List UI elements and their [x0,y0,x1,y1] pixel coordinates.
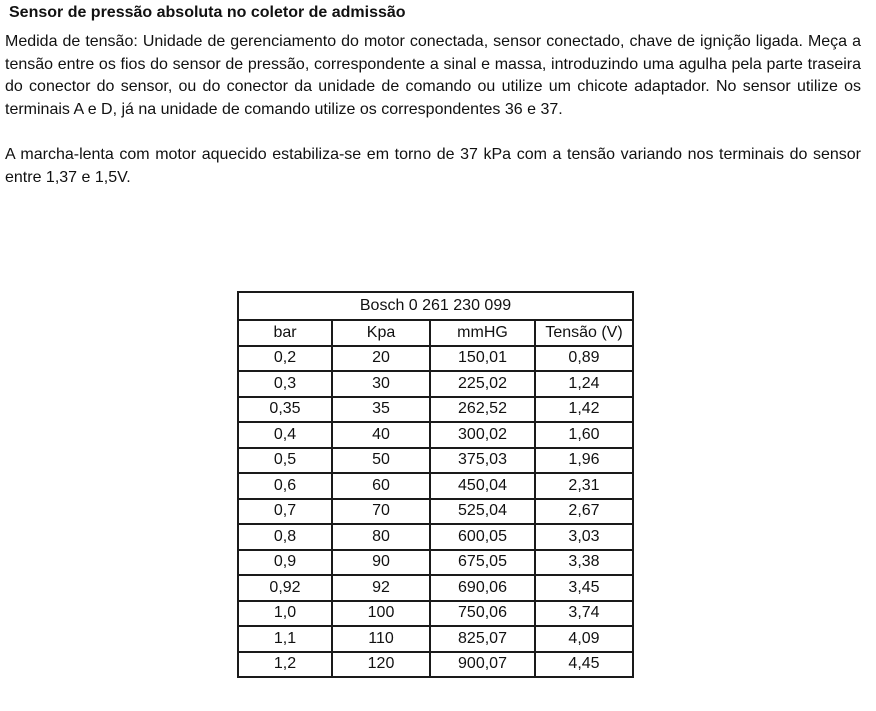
cell-mmhg: 262,52 [430,397,535,423]
table-row [238,422,633,448]
cell-voltage: 1,96 [535,448,633,474]
cell-mmhg: 525,04 [430,499,535,525]
cell-bar: 0,3 [238,371,332,397]
cell-voltage: 4,45 [535,652,633,678]
cell-kpa: 35 [332,397,430,423]
column-header-bar: bar [238,320,332,346]
cell-mmhg: 375,03 [430,448,535,474]
table-row [238,601,633,627]
cell-kpa: 110 [332,626,430,652]
table-row [238,397,633,423]
cell-kpa: 60 [332,473,430,499]
table-row [238,550,633,576]
cell-kpa: 70 [332,499,430,525]
table-row [238,575,633,601]
cell-bar: 1,1 [238,626,332,652]
cell-bar: 0,35 [238,397,332,423]
table-row [238,499,633,525]
cell-bar: 0,7 [238,499,332,525]
cell-kpa: 40 [332,422,430,448]
cell-voltage: 1,60 [535,422,633,448]
cell-mmhg: 300,02 [430,422,535,448]
cell-voltage: 3,38 [535,550,633,576]
table-row [238,346,633,372]
cell-bar: 0,2 [238,346,332,372]
table-header-row [238,320,633,346]
cell-kpa: 50 [332,448,430,474]
idle-paragraph: A marcha-lenta com motor aquecido estabiliza-se em torno de 37 kPa com a tensão variando nos terminais do sensor entre 1,37 e 1,5V. [5,146,861,186]
column-header-kpa: Kpa [332,320,430,346]
cell-kpa: 90 [332,550,430,576]
cell-voltage: 2,67 [535,499,633,525]
cell-bar: 0,4 [238,422,332,448]
cell-mmhg: 450,04 [430,473,535,499]
cell-bar: 0,5 [238,448,332,474]
pressure-voltage-table [237,291,634,678]
table-row [238,448,633,474]
cell-voltage: 1,24 [535,371,633,397]
cell-kpa: 30 [332,371,430,397]
table-row [238,524,633,550]
cell-voltage: 2,31 [535,473,633,499]
cell-mmhg: 675,05 [430,550,535,576]
cell-bar: 1,0 [238,601,332,627]
cell-voltage: 0,89 [535,346,633,372]
cell-kpa: 92 [332,575,430,601]
table-caption-row [238,292,633,320]
cell-mmhg: 825,07 [430,626,535,652]
cell-bar: 1,2 [238,652,332,678]
cell-voltage: 3,74 [535,601,633,627]
cell-voltage: 3,03 [535,524,633,550]
measurement-paragraph: Medida de tensão: Unidade de gerenciamento do motor conectada, sensor conectado, chave de ignição ligada. Meça a tensão entre os fios do sensor de pressão, correspondente a sinal e massa, introduzindo uma agulha pela parte traseira do conector do sensor, ou do conector da unidade de comando ou utilize um chicote adaptador. No sensor utilize os terminais A e D, já na unidade de comando utilize os correspondentes 36 e 37. [5,33,861,118]
table-row [238,371,633,397]
cell-voltage: 1,42 [535,397,633,423]
table-row [238,652,633,678]
cell-mmhg: 600,05 [430,524,535,550]
cell-kpa: 20 [332,346,430,372]
table-row [238,473,633,499]
cell-voltage: 3,45 [535,575,633,601]
cell-kpa: 100 [332,601,430,627]
cell-mmhg: 690,06 [430,575,535,601]
cell-mmhg: 750,06 [430,601,535,627]
cell-kpa: 120 [332,652,430,678]
pressure-table-container [237,291,634,678]
document-title: Sensor de pressão absoluta no coletor de admissão [9,4,406,21]
cell-bar: 0,9 [238,550,332,576]
cell-bar: 0,92 [238,575,332,601]
column-header-voltage: Tensão (V) [535,320,633,346]
cell-mmhg: 225,02 [430,371,535,397]
cell-bar: 0,8 [238,524,332,550]
cell-bar: 0,6 [238,473,332,499]
cell-mmhg: 900,07 [430,652,535,678]
table-row [238,626,633,652]
column-header-mmhg: mmHG [430,320,535,346]
cell-voltage: 4,09 [535,626,633,652]
table-caption: Bosch 0 261 230 099 [238,292,633,320]
table-body [238,346,633,678]
cell-mmhg: 150,01 [430,346,535,372]
cell-kpa: 80 [332,524,430,550]
